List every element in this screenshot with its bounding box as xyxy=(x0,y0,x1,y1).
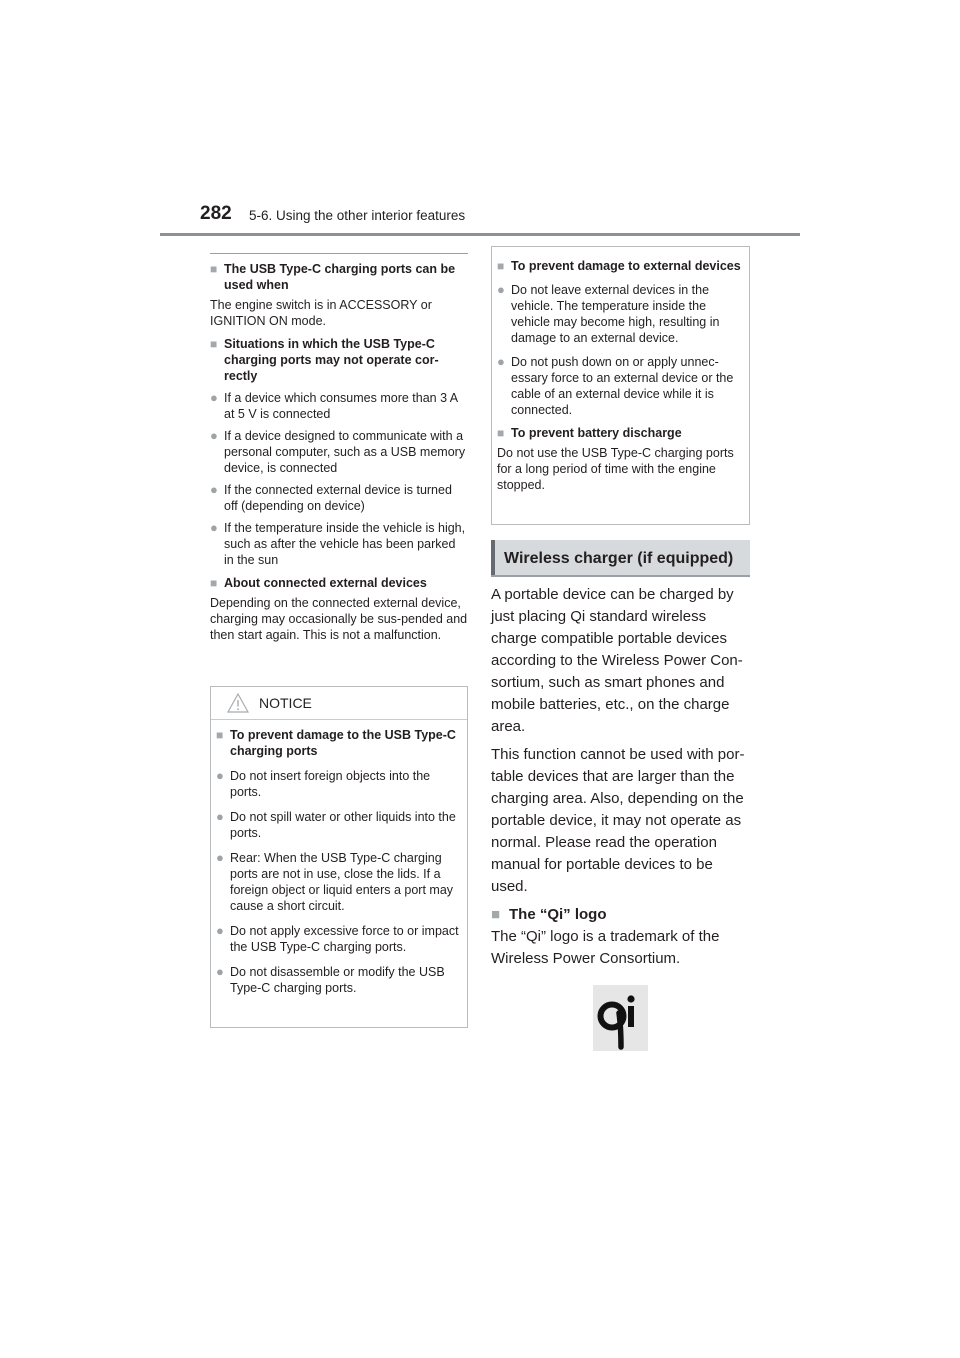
list-item: ● Do not spill water or other liquids into the ports. xyxy=(216,809,456,840)
wireless-body xyxy=(491,584,753,976)
page-number: 282 xyxy=(200,203,232,224)
notice-continued-box xyxy=(491,246,750,525)
notice-label: NOTICE xyxy=(259,695,312,711)
list-item: ● Do not disassemble or modify the USB Type-C charging ports. xyxy=(216,964,445,995)
subheading: ■ To prevent battery discharge xyxy=(497,426,682,440)
circle-bullet-icon: ● xyxy=(497,282,505,297)
paragraph: This function cannot be used with por-table devices that are larger than the charging area. Also, depending on the portable device, it may not operate as normal. Please read the operation manual for portable devices to be used. xyxy=(491,746,745,895)
list-item: ● If the temperature inside the vehicle is high, such as after the vehicle has been parked in the sun xyxy=(210,520,466,567)
list-item: ● Do not apply excessive force to or impact the USB Type-C charging ports. xyxy=(216,923,459,954)
square-bullet-icon: ■ xyxy=(210,576,218,590)
circle-bullet-icon: ● xyxy=(216,964,224,979)
list-item: ● If a device designed to communicate with a personal computer, such as a USB memory device, is connected xyxy=(210,428,466,475)
circle-bullet-icon: ● xyxy=(216,809,224,824)
list-item: ● Rear: When the USB Type-C charging ports are not in use, close the lids. If a foreign object or liquid enters a port may cause a short circuit. xyxy=(216,850,454,913)
section-heading: Wireless charger (if equipped) xyxy=(504,549,734,567)
circle-bullet-icon: ● xyxy=(210,482,218,497)
paragraph: The engine switch is in ACCESSORY or IGNITION ON mode. xyxy=(210,298,432,328)
right-column xyxy=(491,246,750,525)
square-bullet-icon: ■ xyxy=(497,259,505,273)
subheading: ■ Situations in which the USB Type-C charging ports may not operate cor-rectly xyxy=(210,337,439,383)
subheading: ■ The “Qi” logo xyxy=(491,904,753,926)
notice-rule xyxy=(211,719,467,720)
notice-content xyxy=(211,727,467,996)
list-item: ● Do not push down on or apply unnec-essary force to an external device or the cable of an external device while it is connected. xyxy=(497,354,734,417)
column-top-rule xyxy=(210,253,468,254)
circle-bullet-icon: ● xyxy=(210,520,218,535)
subheading: ■ To prevent damage to the USB Type-C charging ports xyxy=(216,728,456,758)
circle-bullet-icon: ● xyxy=(497,354,505,369)
square-bullet-icon: ■ xyxy=(210,337,218,351)
circle-bullet-icon: ● xyxy=(216,768,224,783)
subheading: ■ To prevent damage to external devices xyxy=(497,259,741,273)
paragraph: Depending on the connected external device, charging may occasionally be sus-pended and then start again. This is not a malfunction. xyxy=(210,596,468,642)
circle-bullet-icon: ● xyxy=(216,850,224,865)
section-heading-rule xyxy=(491,575,750,577)
paragraph: A portable device can be charged by just placing Qi standard wireless charge compatible portable devices according to the Wireless Power Con-sortium, such as smart phones and mobile batteries, etc., on the charge area. xyxy=(491,586,743,735)
notice-header xyxy=(211,687,467,719)
subheading: ■ The USB Type-C charging ports can be used when xyxy=(210,262,456,292)
paragraph: Do not use the USB Type-C charging ports for a long period of time with the engine stopped. xyxy=(497,446,734,492)
list-item: ● Do not insert foreign objects into the ports. xyxy=(216,768,431,799)
square-bullet-icon: ■ xyxy=(491,906,501,923)
qi-logo xyxy=(593,985,648,1051)
warning-triangle-icon xyxy=(227,693,249,713)
subheading: ■ About connected external devices xyxy=(210,576,427,590)
square-bullet-icon: ■ xyxy=(210,262,218,276)
left-column xyxy=(210,253,468,643)
notice-box xyxy=(210,686,468,1028)
circle-bullet-icon: ● xyxy=(210,390,218,405)
square-bullet-icon: ■ xyxy=(216,728,224,742)
circle-bullet-icon: ● xyxy=(210,428,218,443)
section-heading-bar xyxy=(491,540,750,577)
circle-bullet-icon: ● xyxy=(216,923,224,938)
section-title: 5-6. Using the other interior features xyxy=(249,208,466,223)
list-item: ● Do not leave external devices in the vehicle. The temperature inside the vehicle may become high, resulting in damage to an external device. xyxy=(497,282,720,345)
qi-logo-icon xyxy=(593,985,648,1051)
square-bullet-icon: ■ xyxy=(497,426,505,440)
list-item: ● If a device which consumes more than 3 A at 5 V is connected xyxy=(210,390,458,421)
paragraph: The “Qi” logo is a trademark of the Wireless Power Consortium. xyxy=(491,928,720,967)
list-item: ● If the connected external device is turned off (depending on device) xyxy=(210,482,452,513)
header-rule xyxy=(160,233,800,236)
